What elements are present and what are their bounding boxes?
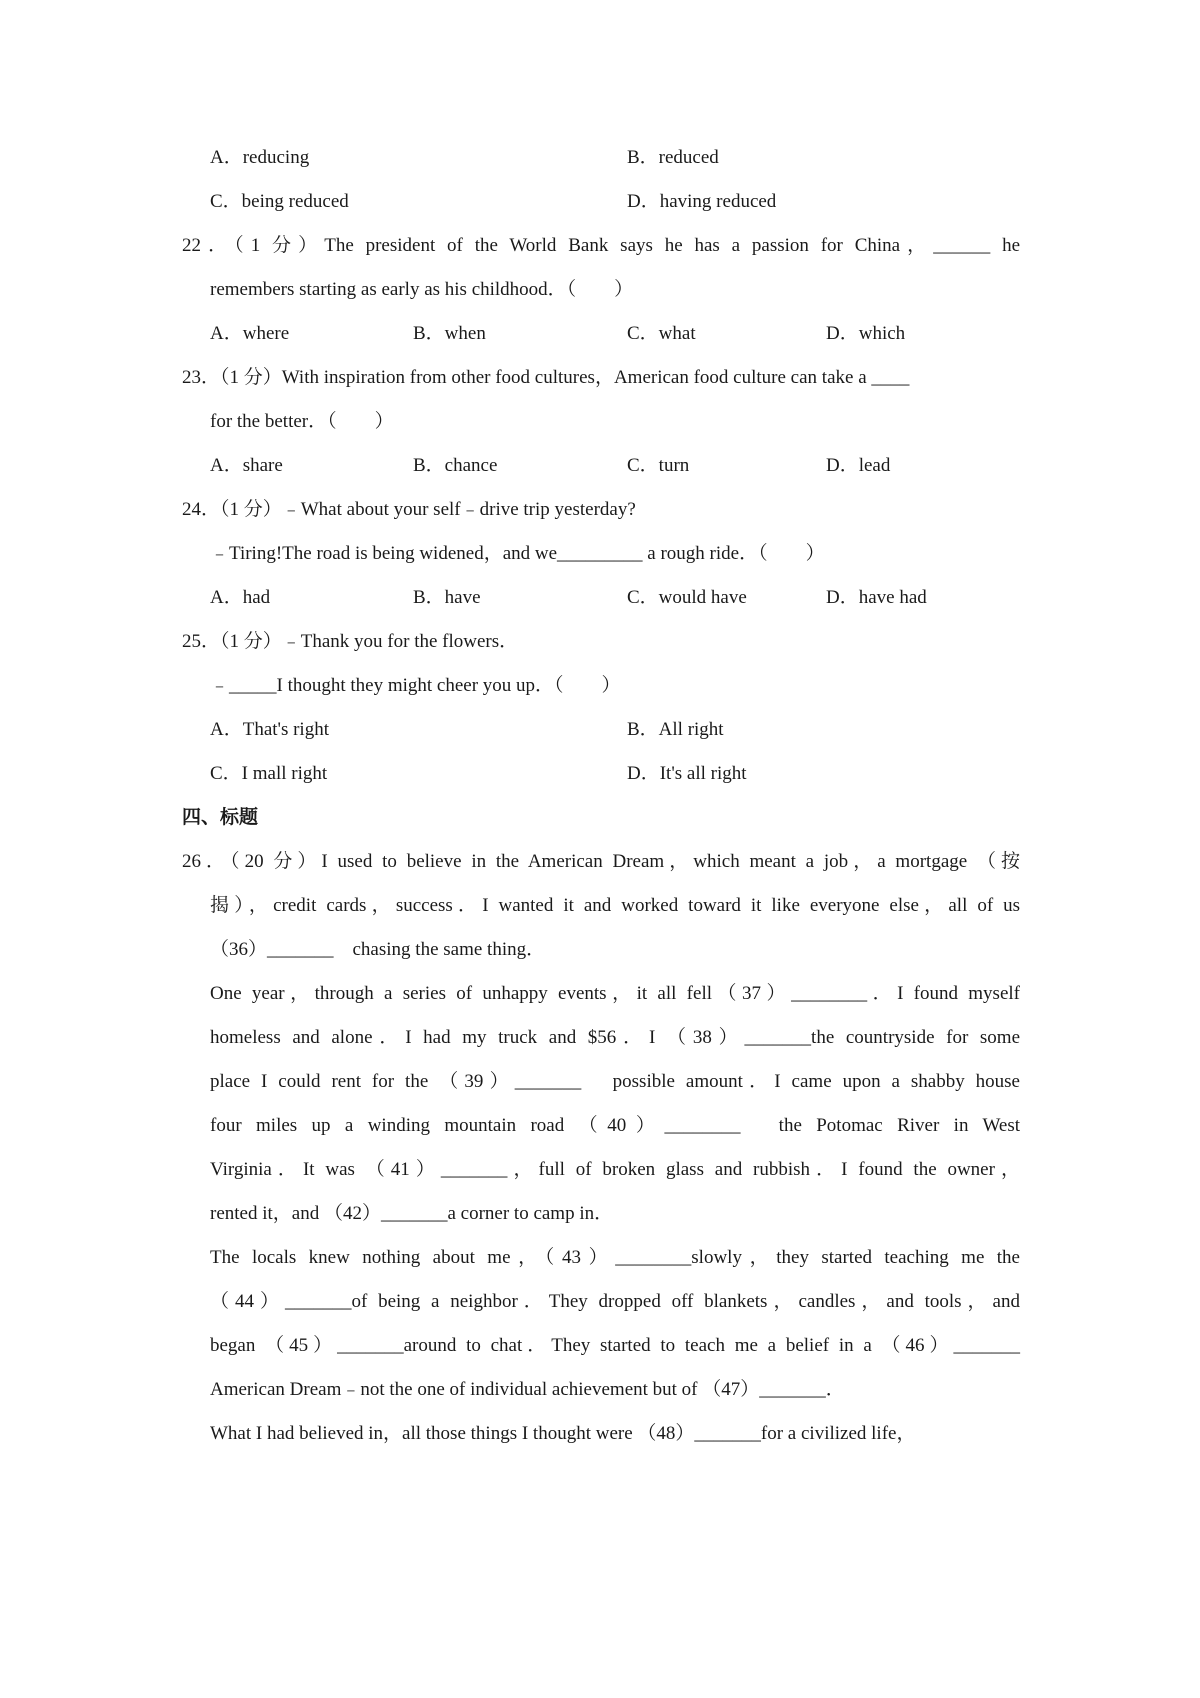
q24-stem-line1: 24．（1 分）﹣What about your self﹣drive trip yesterday? xyxy=(182,499,636,520)
q25-option-a: A．That's right xyxy=(210,719,329,740)
q26-line-3: （36）_______ chasing the same thing． xyxy=(210,939,546,960)
q26-line-8: Virginia．It was （41）_______，full of broken glass and rubbish．I found the owner， xyxy=(210,1159,1020,1180)
q26-line-12: began （45）_______around to chat．They started to teach me a belief in a （46）_______ xyxy=(210,1335,1020,1356)
q22-option-b: B．when xyxy=(413,323,486,344)
q21-option-a: A．reducing xyxy=(210,147,310,168)
q23-option-b: B．chance xyxy=(413,455,498,476)
q22-option-a: A．where xyxy=(210,323,290,344)
q26-line-6: place I could rent for the （39）_______ possible amount．I came upon a shabby house xyxy=(210,1071,1020,1092)
q23-option-a: A．share xyxy=(210,455,283,476)
q21-option-b: B．reduced xyxy=(627,147,719,168)
q24-stem-line2: ﹣Tiring!The road is being widened，and we_________ a rough ride．（ ） xyxy=(210,543,825,564)
q23-option-d: D．lead xyxy=(826,455,891,476)
q22-stem-line2: remembers starting as early as his childhood．（ ） xyxy=(210,279,634,300)
q26-line-10: The locals knew nothing about me，（43）________slowly，they started teaching me the xyxy=(210,1247,1020,1268)
q23-stem-line2: for the better．（ ） xyxy=(210,411,394,432)
q24-option-b: B．have xyxy=(413,587,481,608)
q24-option-c: C．would have xyxy=(627,587,747,608)
q25-option-d: D．It's all right xyxy=(627,763,747,784)
q26-line-11: （44）_______of being a neighbor．They dropped off blankets，candles，and tools，and xyxy=(210,1291,1020,1312)
q26-line-7: four miles up a winding mountain road （40）________ the Potomac River in West xyxy=(210,1115,1020,1136)
q26-line-2: 揭），credit cards，success．I wanted it and worked toward it like everyone else，all of us xyxy=(210,895,1020,916)
q23-option-c: C．turn xyxy=(627,455,690,476)
q25-option-b: B．All right xyxy=(627,719,724,740)
q21-option-c: C．being reduced xyxy=(210,191,349,212)
q26-line-1: 26．（20 分）I used to believe in the American Dream，which meant a job，a mortgage （按 xyxy=(182,851,1020,872)
q21-option-d: D．having reduced xyxy=(627,191,777,212)
q26-line-5: homeless and alone．I had my truck and $56．I （38）_______the countryside for some xyxy=(210,1027,1020,1048)
q26-line-13: American Dream﹣not the one of individual achievement but of （47）_______． xyxy=(210,1379,845,1400)
q24-option-a: A．had xyxy=(210,587,271,608)
q22-option-c: C．what xyxy=(627,323,696,344)
q23-stem-line1: 23．（1 分）With inspiration from other food cultures，American food culture can take a ____ xyxy=(182,367,910,388)
q22-stem-line1: 22．（1 分）The president of the World Bank says he has a passion for China，______ he xyxy=(182,235,1020,256)
q26-line-9: rented it，and （42）_______a corner to camp in． xyxy=(210,1203,614,1224)
q24-option-d: D．have had xyxy=(826,587,927,608)
q25-stem-line1: 25．（1 分）﹣Thank you for the flowers． xyxy=(182,631,519,652)
q26-line-14: What I had believed in，all those things I thought were （48）_______for a civilized life， xyxy=(210,1423,916,1444)
q22-option-d: D．which xyxy=(826,323,906,344)
section-heading: 四、标题 xyxy=(182,807,259,828)
q25-option-c: C．I mall right xyxy=(210,763,328,784)
q26-line-4: One year，through a series of unhappy events，it all fell（37）________．I found myself xyxy=(210,983,1020,1004)
q25-stem-line2: ﹣_____I thought they might cheer you up．（ ） xyxy=(210,675,621,696)
